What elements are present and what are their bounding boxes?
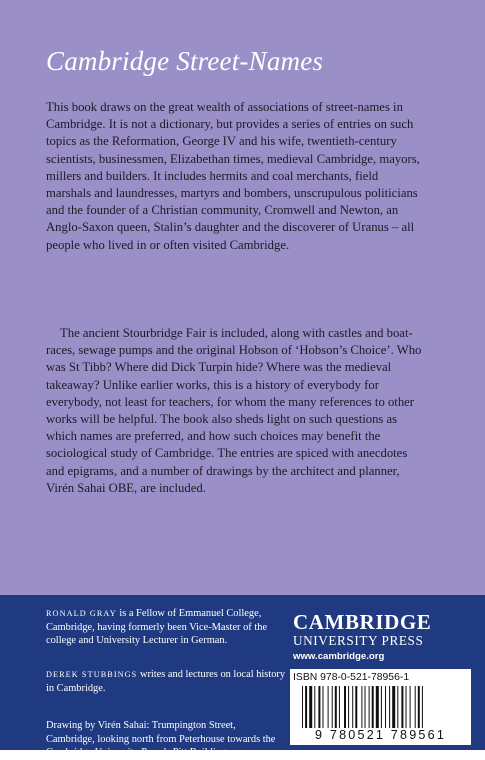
blurb-paragraph-2: The ancient Stourbridge Fair is included, along with castles and boat-races, sewage pumps and the original Hobson of ‘Hobson’s Choice’. Who was St Tibb? Where did Dick Turpin hide? Where was the medieval takeaway? Unlike earlier works, this is a history of everybody for everybody, not least for teachers, for whom the many references to other works will be helpful. The book also sheds light on such questions as which names are preferred, and how such choices may benefit the sociological study of Cambridge. The entries are spiced with anecdotes and epigrams, and a number of drawings by the architect and planner, Virén Sahai OBE, are included. <box>46 326 422 495</box>
author-bio-gray <box>46 607 286 648</box>
author-bio-stubbings <box>46 668 286 695</box>
author-bio-gray-text: is a Fellow of Emmanuel College, Cambridge, having formerly been Vice-Master of the college and University Lecturer in German. <box>46 608 268 646</box>
book-title: Cambridge Street-Names <box>46 46 324 76</box>
barcode-digits: 9 780521 789561 <box>314 728 447 742</box>
publisher-logo-text: CAMBRIDGE <box>293 610 432 634</box>
isbn-block <box>290 669 471 745</box>
isbn-label: ISBN 978-0-521-78956-1 <box>293 672 410 683</box>
publisher-press-text: UNIVERSITY PRESS <box>293 633 424 648</box>
blurb-paragraph-1: This book draws on the great wealth of associations of street-names in Cambridge. It is not a dictionary, but provides a series of entries on such topics as the Reformation, George IV and his wife, twentieth-century scientists, businessmen, Elizabethan times, medieval Cambridge, mayors, millers and builders. It includes hermits and coal merchants, field marshals and laundresses, martyrs and bombers, unscrupulous politicians and the founder of a Christian community, Cromwell and Newton, an Anglo-Saxon queen, Stalin’s daughter and the discoverer of Uranus – all people who lived in or often visited Cambridge. <box>46 100 420 252</box>
publisher-url: www.cambridge.org <box>293 651 385 662</box>
drawing-credit: Drawing by Virén Sahai: Trumpington Street, Cambridge, looking north from Peterhouse towards the Cambridge University Press’s Pitt Building. <box>46 720 276 758</box>
footer-panel <box>0 595 485 758</box>
author-bio-stubbings-text: writes and lectures on local history in Cambridge. <box>46 669 286 694</box>
author-name-stubbings: DEREK STUBBINGS <box>46 670 138 679</box>
barcode-icon <box>302 686 459 728</box>
author-name-gray: RONALD GRAY <box>46 609 117 618</box>
